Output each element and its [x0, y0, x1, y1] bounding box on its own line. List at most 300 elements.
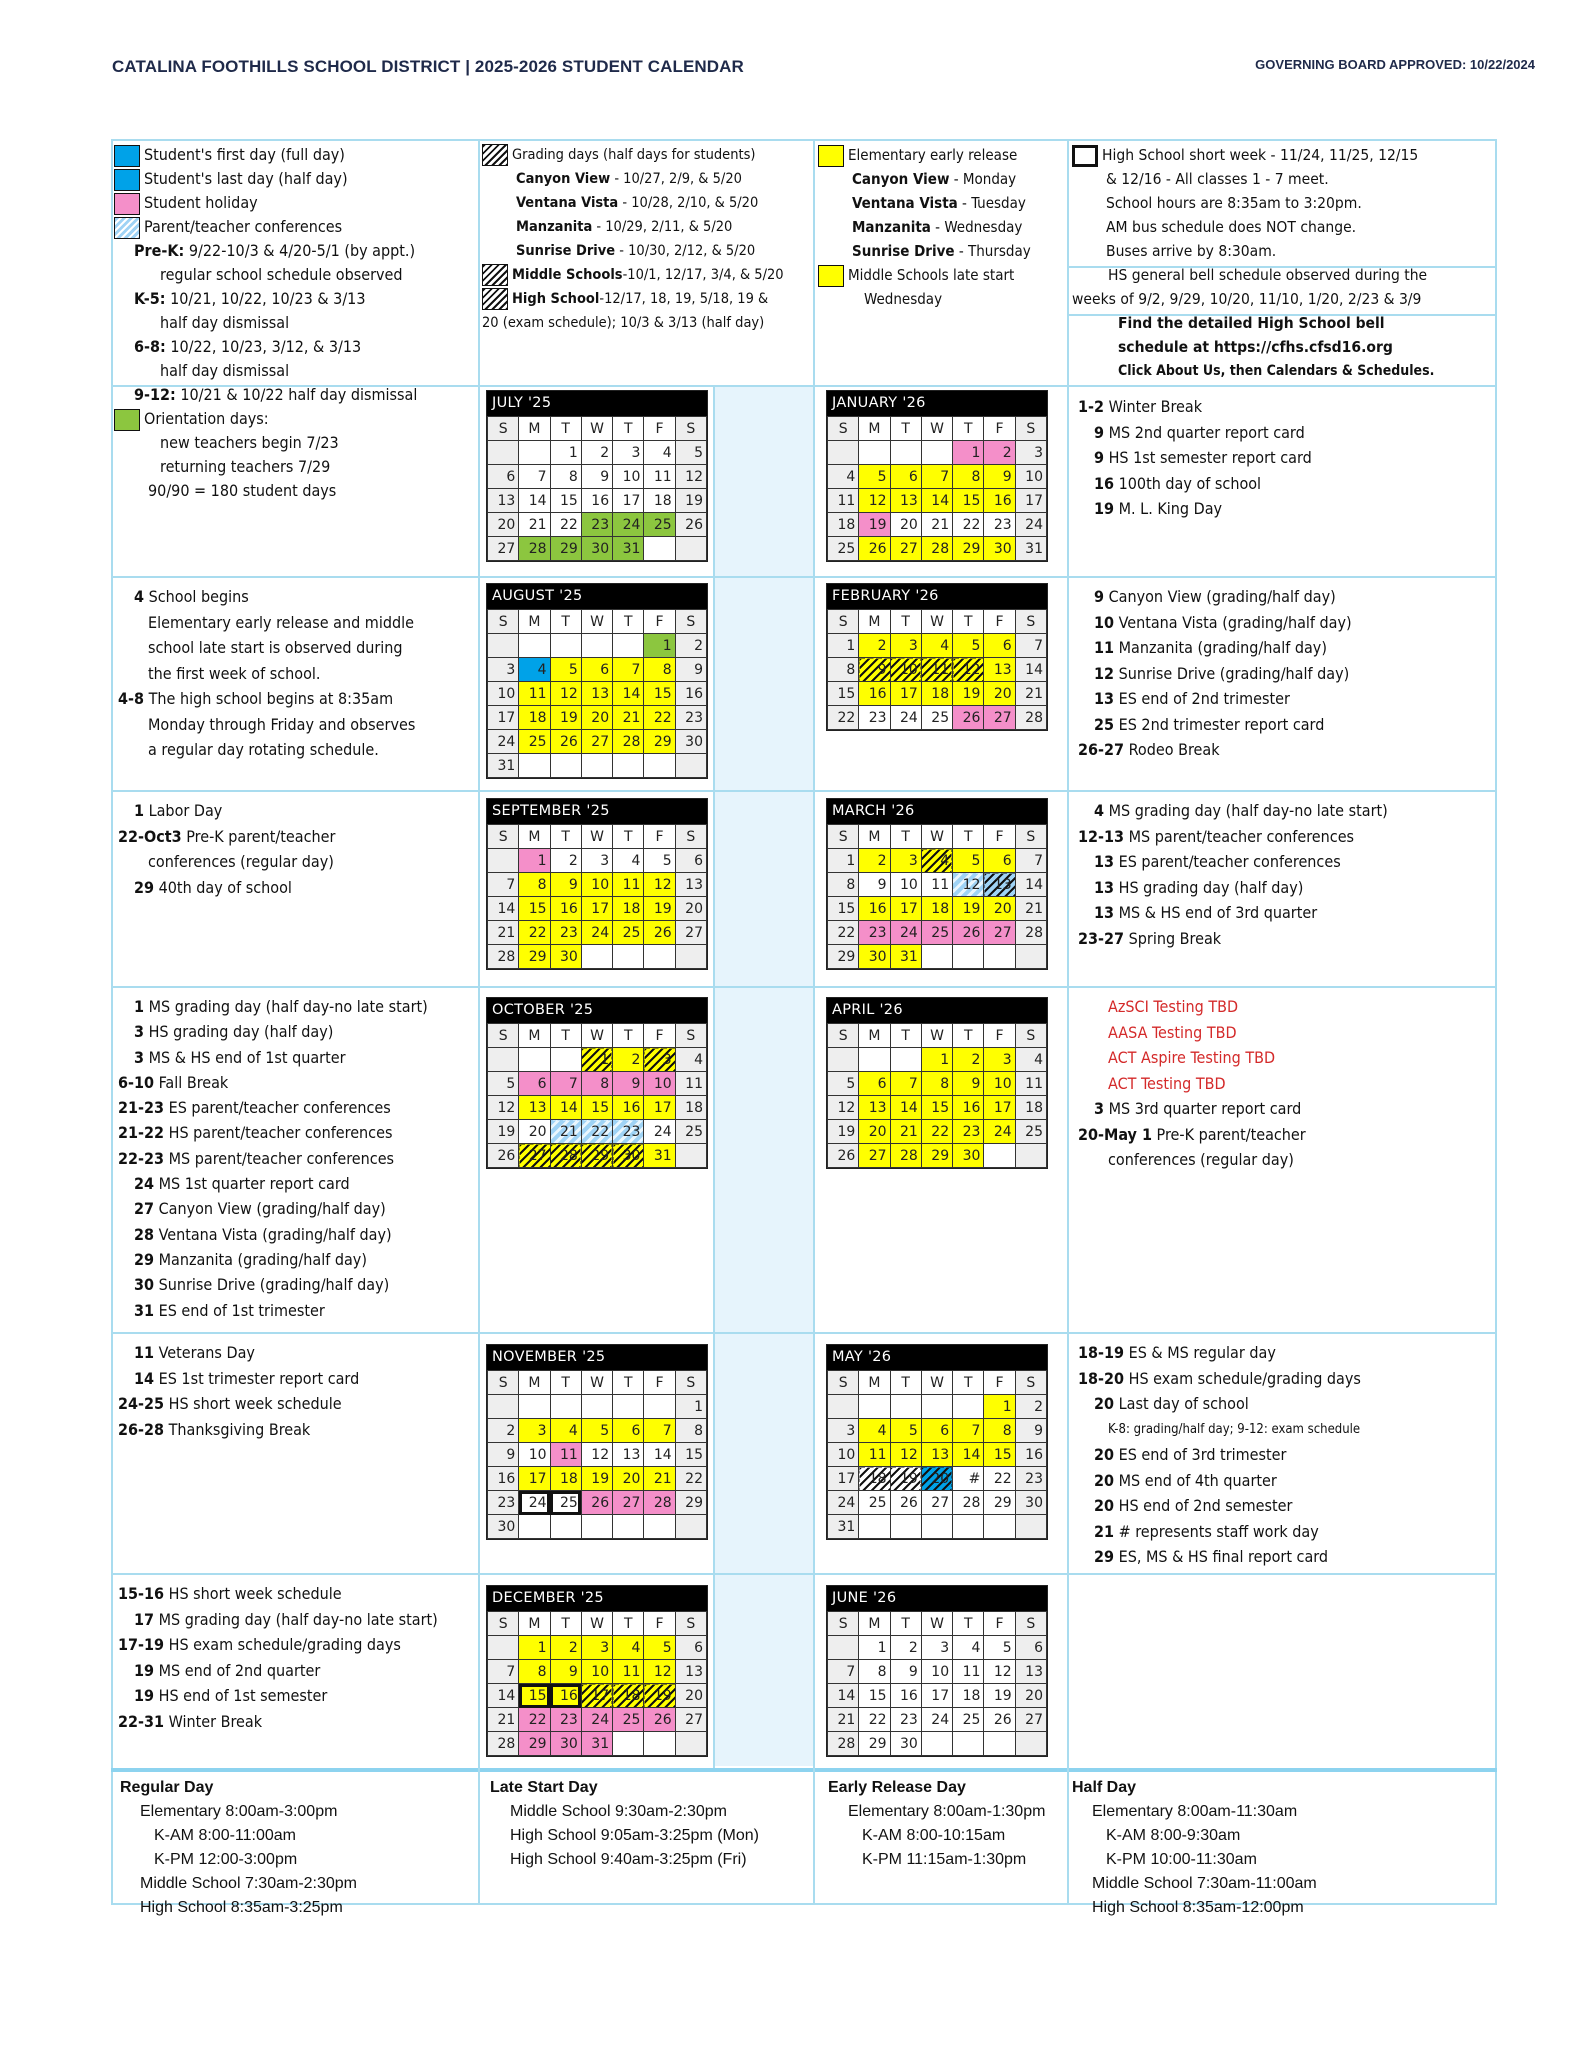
calendar-day: 5 [984, 1636, 1015, 1660]
month-title: OCTOBER '25 [487, 998, 707, 1023]
calendar-day: 7 [488, 873, 519, 897]
day-of-week-header: T [890, 1371, 921, 1395]
calendar-day: 4 [921, 849, 952, 873]
short-week-swatch [1072, 145, 1098, 167]
note-text: Thanksgiving Break [168, 1419, 311, 1439]
calendar-day: 10 [921, 1660, 952, 1684]
calendar-day: 10 [581, 1660, 612, 1684]
total-days: 90/90 = 180 student days [148, 481, 337, 500]
general-bell-2: weeks of 9/2, 9/29, 10/20, 11/10, 1/20, 2/23 & 3/9 [1072, 290, 1422, 308]
calendar-day: 30 [550, 945, 581, 969]
calendar-day [1015, 1732, 1046, 1756]
calendar-day: 15 [859, 1684, 890, 1708]
calendar-day: 12 [581, 1443, 612, 1467]
calendar-day: 8 [675, 1419, 706, 1443]
note-item [118, 1019, 476, 1044]
note-item [1078, 1468, 1494, 1494]
note-date: 9 [1094, 448, 1105, 467]
legend-col-2 [482, 143, 812, 335]
day-of-week-header: S [1015, 1024, 1046, 1048]
calendar-day: 12 [859, 489, 890, 513]
calendar-day [828, 1636, 859, 1660]
calendar-day [675, 1515, 706, 1539]
note-date: 21 [1094, 1521, 1115, 1541]
note-item [118, 1171, 476, 1196]
calendar-day: 22 [828, 921, 859, 945]
calendar-day: 17 [984, 1096, 1015, 1120]
notes-mar [1078, 798, 1494, 951]
ms-grading-swatch [482, 264, 508, 286]
calendar-day: 30 [488, 1515, 519, 1539]
note-date: 10 [1094, 612, 1115, 632]
day-of-week-header: S [675, 825, 706, 849]
calendar-day: 13 [1015, 1660, 1046, 1684]
note-item [118, 1632, 476, 1658]
legend-short-week: High School short week - 11/24, 11/25, 12/15 [1102, 146, 1419, 164]
day-of-week-header: T [953, 610, 984, 634]
footer-regular-day [120, 1776, 475, 1920]
note-text: ES, MS & HS final report card [1118, 1547, 1329, 1566]
calendar-day: 26 [984, 1708, 1015, 1732]
calendar-day: 22 [675, 1467, 706, 1491]
calendar-day: 7 [1015, 634, 1046, 658]
calendar-may-2026 [826, 1344, 1048, 1540]
calendar-day: 29 [828, 945, 859, 969]
calendar-day [675, 1144, 706, 1168]
calendar-day: 2 [1015, 1395, 1046, 1419]
day-of-week-header: S [675, 1024, 706, 1048]
note-date: 9 [1094, 422, 1105, 442]
note-text: MS parent/teacher conferences [1128, 826, 1355, 846]
note-item [1078, 445, 1494, 471]
calendar-day: 12 [675, 465, 706, 489]
day-of-week-header: F [984, 1024, 1015, 1048]
day-of-week-header: F [984, 825, 1015, 849]
calendar-day: 14 [828, 1684, 859, 1708]
calendar-day: 6 [921, 1419, 952, 1443]
calendar-january-2026 [826, 390, 1048, 562]
note-date: 31 [134, 1300, 155, 1320]
note-text: Sunrise Drive (grading/half day) [1118, 663, 1350, 683]
note-date: 4-8 [118, 689, 145, 708]
calendar-august-2025 [486, 583, 708, 779]
notes-dec [118, 1581, 476, 1734]
note-item [118, 1095, 476, 1120]
note-date: 1 [134, 997, 145, 1016]
calendar-day: 7 [890, 1072, 921, 1096]
day-of-week-header: W [581, 417, 612, 441]
calendar-day: 7 [488, 1660, 519, 1684]
calendar-day: 29 [984, 1491, 1015, 1515]
calendar-day: 19 [984, 1684, 1015, 1708]
cv-label: Canyon View [516, 171, 611, 187]
calendar-day: 3 [1015, 441, 1046, 465]
calendar-day: 12 [890, 1443, 921, 1467]
note-item [118, 584, 476, 610]
day-of-week-header: W [581, 1612, 612, 1636]
calendar-day: 25 [550, 1491, 581, 1515]
note-item [118, 1391, 476, 1417]
calendar-day: 8 [519, 873, 550, 897]
calendar-day [675, 537, 706, 561]
calendar-day: 25 [675, 1120, 706, 1144]
calendar-day [921, 1395, 952, 1419]
calendar-day [953, 1732, 984, 1756]
calendar-day: 27 [1015, 1708, 1046, 1732]
calendar-day [921, 441, 952, 465]
calendar-day: 29 [644, 730, 675, 754]
note-item [118, 994, 476, 1019]
calendar-day: 8 [519, 1660, 550, 1684]
note-item [118, 712, 476, 738]
calendar-day: 25 [921, 921, 952, 945]
hs-cont: 20 (exam schedule); 10/3 & 3/13 (half day) [482, 315, 765, 331]
calendar-day: 24 [519, 1491, 550, 1515]
note-date: 20 [1094, 1445, 1115, 1464]
note-text: MS 1st quarter report card [158, 1174, 350, 1194]
calendar-day: 23 [550, 1708, 581, 1732]
legend-ms-late: Middle Schools late start [848, 266, 1015, 284]
note-date: 29 [1094, 1547, 1115, 1566]
note-text: School begins [148, 587, 249, 606]
day-of-week-header: S [488, 825, 519, 849]
calendar-day [519, 754, 550, 778]
note-text: ES 1st trimester report card [158, 1368, 360, 1388]
note-text: Fall Break [158, 1072, 229, 1092]
calendar-day [1015, 1144, 1046, 1168]
calendar-day: 10 [828, 1443, 859, 1467]
day-of-week-header: S [488, 1371, 519, 1395]
calendar-day [675, 1732, 706, 1756]
calendar-day: 11 [921, 658, 952, 682]
calendar-day: 16 [859, 682, 890, 706]
note-text: MS & HS end of 1st quarter [148, 1047, 346, 1067]
legend-grading: Grading days (half days for students) [512, 147, 756, 163]
day-of-week-header: M [859, 1612, 890, 1636]
col-divider [713, 386, 715, 1768]
note-text: Ventana Vista (grading/half day) [158, 1224, 392, 1244]
calendar-day [613, 1732, 644, 1756]
bus-note: AM bus schedule does NOT change. [1106, 218, 1357, 236]
calendar-day: 9 [581, 465, 612, 489]
day-of-week-header: S [488, 417, 519, 441]
calendar-day: 15 [828, 682, 859, 706]
calendar-day: 20 [984, 682, 1015, 706]
day-of-week-header: W [921, 825, 952, 849]
calendar-day: 15 [644, 682, 675, 706]
note-text: MS end of 2nd quarter [158, 1660, 321, 1680]
find-bell-1: Find the detailed High School bell [1118, 314, 1385, 332]
calendar-day: 21 [519, 513, 550, 537]
calendar-day: 25 [613, 921, 644, 945]
calendar-day: 5 [675, 441, 706, 465]
note-item [118, 1658, 476, 1684]
regular-kpm: K-PM 12:00-3:00pm [154, 1851, 298, 1868]
footer-divider [111, 1768, 1497, 1772]
day-of-week-header: T [890, 825, 921, 849]
calendar-day: 13 [675, 1660, 706, 1684]
cv-er-label: Canyon View [852, 170, 950, 188]
k5-label: K-5: [134, 289, 166, 308]
calendar-day [519, 634, 550, 658]
calendar-day: 27 [519, 1144, 550, 1168]
day-of-week-header: S [828, 610, 859, 634]
note-item [1078, 1096, 1494, 1122]
calendar-day [488, 441, 519, 465]
day-of-week-header: T [613, 610, 644, 634]
calendar-day: 26 [550, 730, 581, 754]
note-item [118, 1045, 476, 1070]
day-of-week-header: F [644, 610, 675, 634]
calendar-day: 21 [921, 513, 952, 537]
calendar-day [953, 1515, 984, 1539]
calendar-day: 26 [675, 513, 706, 537]
day-of-week-header: T [890, 610, 921, 634]
note-item [118, 1709, 476, 1735]
calendar-day [675, 945, 706, 969]
note-item [1078, 1391, 1494, 1417]
half-day-title: Half Day [1072, 1779, 1137, 1796]
footer-late-start-day [490, 1776, 810, 1872]
note-date: 15-16 [118, 1584, 165, 1603]
calendar-day [921, 945, 952, 969]
bell-schedule-link[interactable]: schedule at https://cfhs.cfsd16.org [1118, 338, 1393, 356]
note-text: conferences (regular day) [148, 852, 334, 871]
day-of-week-header: F [644, 1371, 675, 1395]
calendar-day: 2 [859, 634, 890, 658]
short-week-2: & 12/16 - All classes 1 - 7 meet. [1106, 170, 1329, 188]
calendar-day: 9 [859, 658, 890, 682]
calendar-day: 10 [488, 682, 519, 706]
calendar-day: 5 [581, 1419, 612, 1443]
calendar-day: 8 [828, 658, 859, 682]
cv-er-text: - Monday [949, 170, 1017, 188]
note-item [1078, 1147, 1494, 1173]
note-text: Ventana Vista (grading/half day) [1118, 612, 1352, 632]
calendar-day: 2 [550, 1636, 581, 1660]
note-date: 22-23 [118, 1148, 165, 1168]
day-of-week-header: S [1015, 1612, 1046, 1636]
calendar-day [581, 945, 612, 969]
note-text: Labor Day [148, 801, 223, 820]
calendar-day: 28 [519, 537, 550, 561]
calendar-day: 6 [1015, 1636, 1046, 1660]
calendar-day: 15 [675, 1443, 706, 1467]
note-item [1078, 1544, 1494, 1570]
note-date: 24-25 [118, 1394, 165, 1413]
notes-oct [118, 994, 476, 1323]
day-of-week-header: F [644, 1612, 675, 1636]
day-of-week-header: T [550, 417, 581, 441]
calendar-day: 16 [953, 1096, 984, 1120]
calendar-day: 6 [581, 658, 612, 682]
calendar-day: 20 [613, 1467, 644, 1491]
month-title: DECEMBER '25 [487, 1586, 707, 1611]
calendar-day: 27 [984, 921, 1015, 945]
note-text: Canyon View (grading/half day) [158, 1199, 386, 1219]
calendar-day: 23 [859, 921, 890, 945]
calendar-day: 11 [675, 1072, 706, 1096]
calendar-day: 22 [550, 513, 581, 537]
calendar-november-2025 [486, 1344, 708, 1540]
late-start-title: Late Start Day [490, 1779, 598, 1796]
calendar-day: 5 [859, 465, 890, 489]
calendar-day: 20 [488, 513, 519, 537]
regular-middle: Middle School 7:30am-2:30pm [140, 1875, 358, 1892]
day-of-week-header: M [519, 610, 550, 634]
calendar-day [859, 1515, 890, 1539]
calendar-day: 28 [644, 1491, 675, 1515]
calendar-day: 8 [953, 465, 984, 489]
calendar-day: 6 [984, 849, 1015, 873]
calendar-day [550, 1515, 581, 1539]
half-kpm: K-PM 10:00-11:30am [1106, 1851, 1257, 1868]
note-date: 11 [134, 1343, 155, 1362]
calendar-day [953, 945, 984, 969]
day-of-week-header: F [984, 610, 1015, 634]
day-of-week-header: T [550, 610, 581, 634]
note-date: 3 [134, 1022, 145, 1042]
note-text: ACT Testing TBD [1108, 1073, 1226, 1093]
calendar-day: 11 [613, 873, 644, 897]
calendar-day: 21 [550, 1120, 581, 1144]
calendar-day: 9 [675, 658, 706, 682]
calendar-day: 16 [1015, 1443, 1046, 1467]
g68-label: 6-8: [134, 337, 166, 356]
day-of-week-header: S [488, 1024, 519, 1048]
calendar-day: 24 [581, 921, 612, 945]
calendar-day [921, 1732, 952, 1756]
calendar-day: 3 [644, 1048, 675, 1072]
calendar-day: 23 [890, 1708, 921, 1732]
calendar-day: 10 [890, 873, 921, 897]
note-item [118, 1298, 476, 1323]
calendar-day: 5 [488, 1072, 519, 1096]
calendar-day: 17 [488, 706, 519, 730]
calendar-day: 28 [613, 730, 644, 754]
calendar-day: 14 [921, 489, 952, 513]
note-text: MS & HS end of 3rd quarter [1118, 903, 1318, 922]
calendar-day: 1 [581, 1048, 612, 1072]
calendar-day [890, 1515, 921, 1539]
note-item [118, 1581, 476, 1607]
month-title: JUNE '26 [827, 1586, 1047, 1611]
calendar-day: 2 [488, 1419, 519, 1443]
calendar-day: 9 [1015, 1419, 1046, 1443]
note-text: HS short week schedule [168, 1394, 342, 1413]
calendar-day: 26 [953, 921, 984, 945]
note-date: 18-20 [1078, 1368, 1125, 1388]
calendar-day: 7 [644, 1419, 675, 1443]
calendar-day: 20 [890, 513, 921, 537]
note-text: ES end of 3rd trimester [1118, 1445, 1287, 1464]
note-date: 22-31 [118, 1711, 165, 1731]
calendar-day: 9 [550, 1660, 581, 1684]
calendar-day: 11 [1015, 1072, 1046, 1096]
notes-nov [118, 1340, 476, 1442]
g68-sub: half day dismissal [160, 361, 290, 380]
hs-text: -12/17, 18, 19, 5/18, 19 & [599, 291, 769, 307]
calendar-day [859, 441, 890, 465]
note-date: 11 [1094, 638, 1115, 657]
note-text: Last day of school [1118, 1394, 1249, 1413]
calendar-day: 16 [550, 897, 581, 921]
calendar-day: 10 [613, 465, 644, 489]
note-text: ES & MS regular day [1128, 1343, 1276, 1362]
regular-high: High School 8:35am-3:25pm [140, 1899, 343, 1916]
note-date: 21-22 [118, 1123, 165, 1143]
calendar-day: 21 [828, 1708, 859, 1732]
calendar-day: 25 [613, 1708, 644, 1732]
calendar-day: 7 [613, 658, 644, 682]
calendar-day: 16 [488, 1467, 519, 1491]
calendar-day: 7 [550, 1072, 581, 1096]
calendar-day: 19 [550, 706, 581, 730]
calendar-day: 4 [921, 634, 952, 658]
calendar-day: 27 [921, 1491, 952, 1515]
regular-kam: K-AM 8:00-11:00am [154, 1827, 296, 1844]
day-of-week-header: F [644, 825, 675, 849]
note-item [1078, 1493, 1494, 1519]
calendar-day: 22 [519, 921, 550, 945]
calendar-day: 5 [644, 849, 675, 873]
notes-jan [1078, 394, 1494, 522]
note-text: the first week of school. [148, 663, 321, 683]
calendar-day: 28 [1015, 706, 1046, 730]
calendar-day: 7 [519, 465, 550, 489]
note-text: HS short week schedule [168, 1584, 342, 1603]
calendar-day: 14 [644, 1443, 675, 1467]
calendar-day: 9 [550, 873, 581, 897]
calendar-day [519, 441, 550, 465]
calendar-day: 22 [859, 1708, 890, 1732]
conference-swatch [114, 217, 140, 239]
calendar-december-2025 [486, 1585, 708, 1757]
calendar-day: 5 [953, 634, 984, 658]
day-of-week-header: T [890, 417, 921, 441]
note-date: 18-19 [1078, 1343, 1125, 1362]
note-date: 29 [134, 877, 155, 897]
month-title: AUGUST '25 [487, 584, 707, 609]
calendar-day: 22 [519, 1708, 550, 1732]
calendar-day: 31 [1015, 537, 1046, 561]
early-release-title: Early Release Day [828, 1779, 966, 1796]
calendar-day: 24 [581, 1708, 612, 1732]
notes-sep [118, 798, 476, 900]
calendar-day: 8 [581, 1072, 612, 1096]
calendar-day: 1 [828, 849, 859, 873]
calendar-day: 27 [613, 1491, 644, 1515]
note-text: ES end of 2nd trimester [1118, 689, 1290, 708]
calendar-day: 10 [984, 1072, 1015, 1096]
month-title: NOVEMBER '25 [487, 1345, 707, 1370]
calendar-day: 13 [519, 1096, 550, 1120]
calendar-day [984, 1732, 1015, 1756]
note-text: Pre-K parent/teacher [1156, 1124, 1306, 1144]
calendar-day: 4 [613, 1636, 644, 1660]
calendar-day: 31 [644, 1144, 675, 1168]
calendar-day: 13 [921, 1443, 952, 1467]
month-title: MAY '26 [827, 1345, 1047, 1370]
note-item [118, 875, 476, 901]
note-date: 1-2 [1078, 397, 1105, 416]
ms-text: -10/1, 12/17, 3/4, & 5/20 [622, 267, 784, 283]
calendar-day: 12 [644, 1660, 675, 1684]
approval-date: GOVERNING BOARD APPROVED: 10/22/2024 [1255, 57, 1535, 72]
calendar-day: 2 [613, 1048, 644, 1072]
calendar-day: 29 [519, 945, 550, 969]
calendar-day: 29 [675, 1491, 706, 1515]
